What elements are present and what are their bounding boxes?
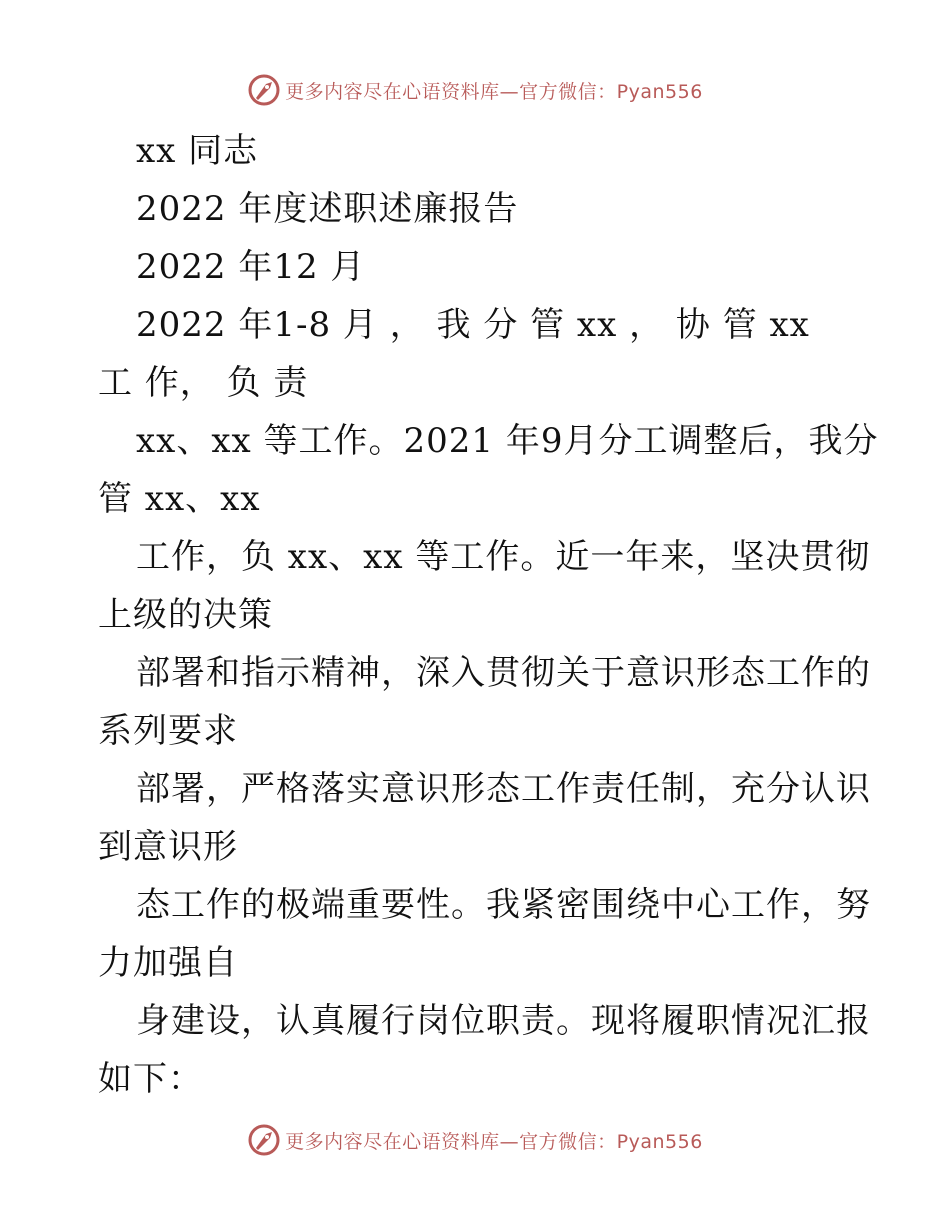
paragraph-line: 态工作的极端重要性。我紧密围绕中心工作，努 [136, 885, 871, 925]
pen-nib-logo-icon [247, 73, 281, 107]
paragraph-line: 部署和指示精神，深入贯彻关于意识形态工作的 [136, 653, 871, 693]
document-body [98, 122, 879, 1108]
paragraph-line: 到意识形 [98, 827, 238, 867]
paragraph-line: xx、xx 等工作。2021 年9月分工调整后，我分 [136, 421, 879, 461]
footer-banner-text: 更多内容尽在心语资料库—官方微信：Pyan556 [285, 1130, 703, 1153]
paragraph-line: 上级的决策 [98, 595, 273, 635]
paragraph-line: 管 xx、xx [98, 479, 261, 519]
header-banner [0, 70, 950, 110]
header-banner-text: 更多内容尽在心语资料库—官方微信：Pyan556 [285, 80, 703, 103]
paragraph-line: 如下： [98, 1059, 203, 1099]
paragraph-line: 系列要求 [98, 711, 238, 751]
report-date: 2022 年12 月 [136, 247, 366, 287]
pen-nib-logo-icon [247, 1123, 281, 1157]
paragraph-line: 身建设，认真履行岗位职责。现将履职情况汇报 [136, 1001, 871, 1041]
paragraph-line: 2022 年1-8 月 ， 我 分 管 xx ， 协 管 xx [136, 305, 810, 345]
footer-banner [0, 1120, 950, 1160]
paragraph-line: 工 作， 负 责 [98, 363, 309, 403]
paragraph-line: 力加强自 [98, 943, 238, 983]
report-title: 2022 年度述职述廉报告 [136, 189, 519, 229]
paragraph-line: 工作，负 xx、xx 等工作。近一年来，坚决贯彻 [136, 537, 871, 577]
paragraph-line: 部署，严格落实意识形态工作责任制，充分认识 [136, 769, 871, 809]
addressee-line: xx 同志 [136, 131, 259, 171]
